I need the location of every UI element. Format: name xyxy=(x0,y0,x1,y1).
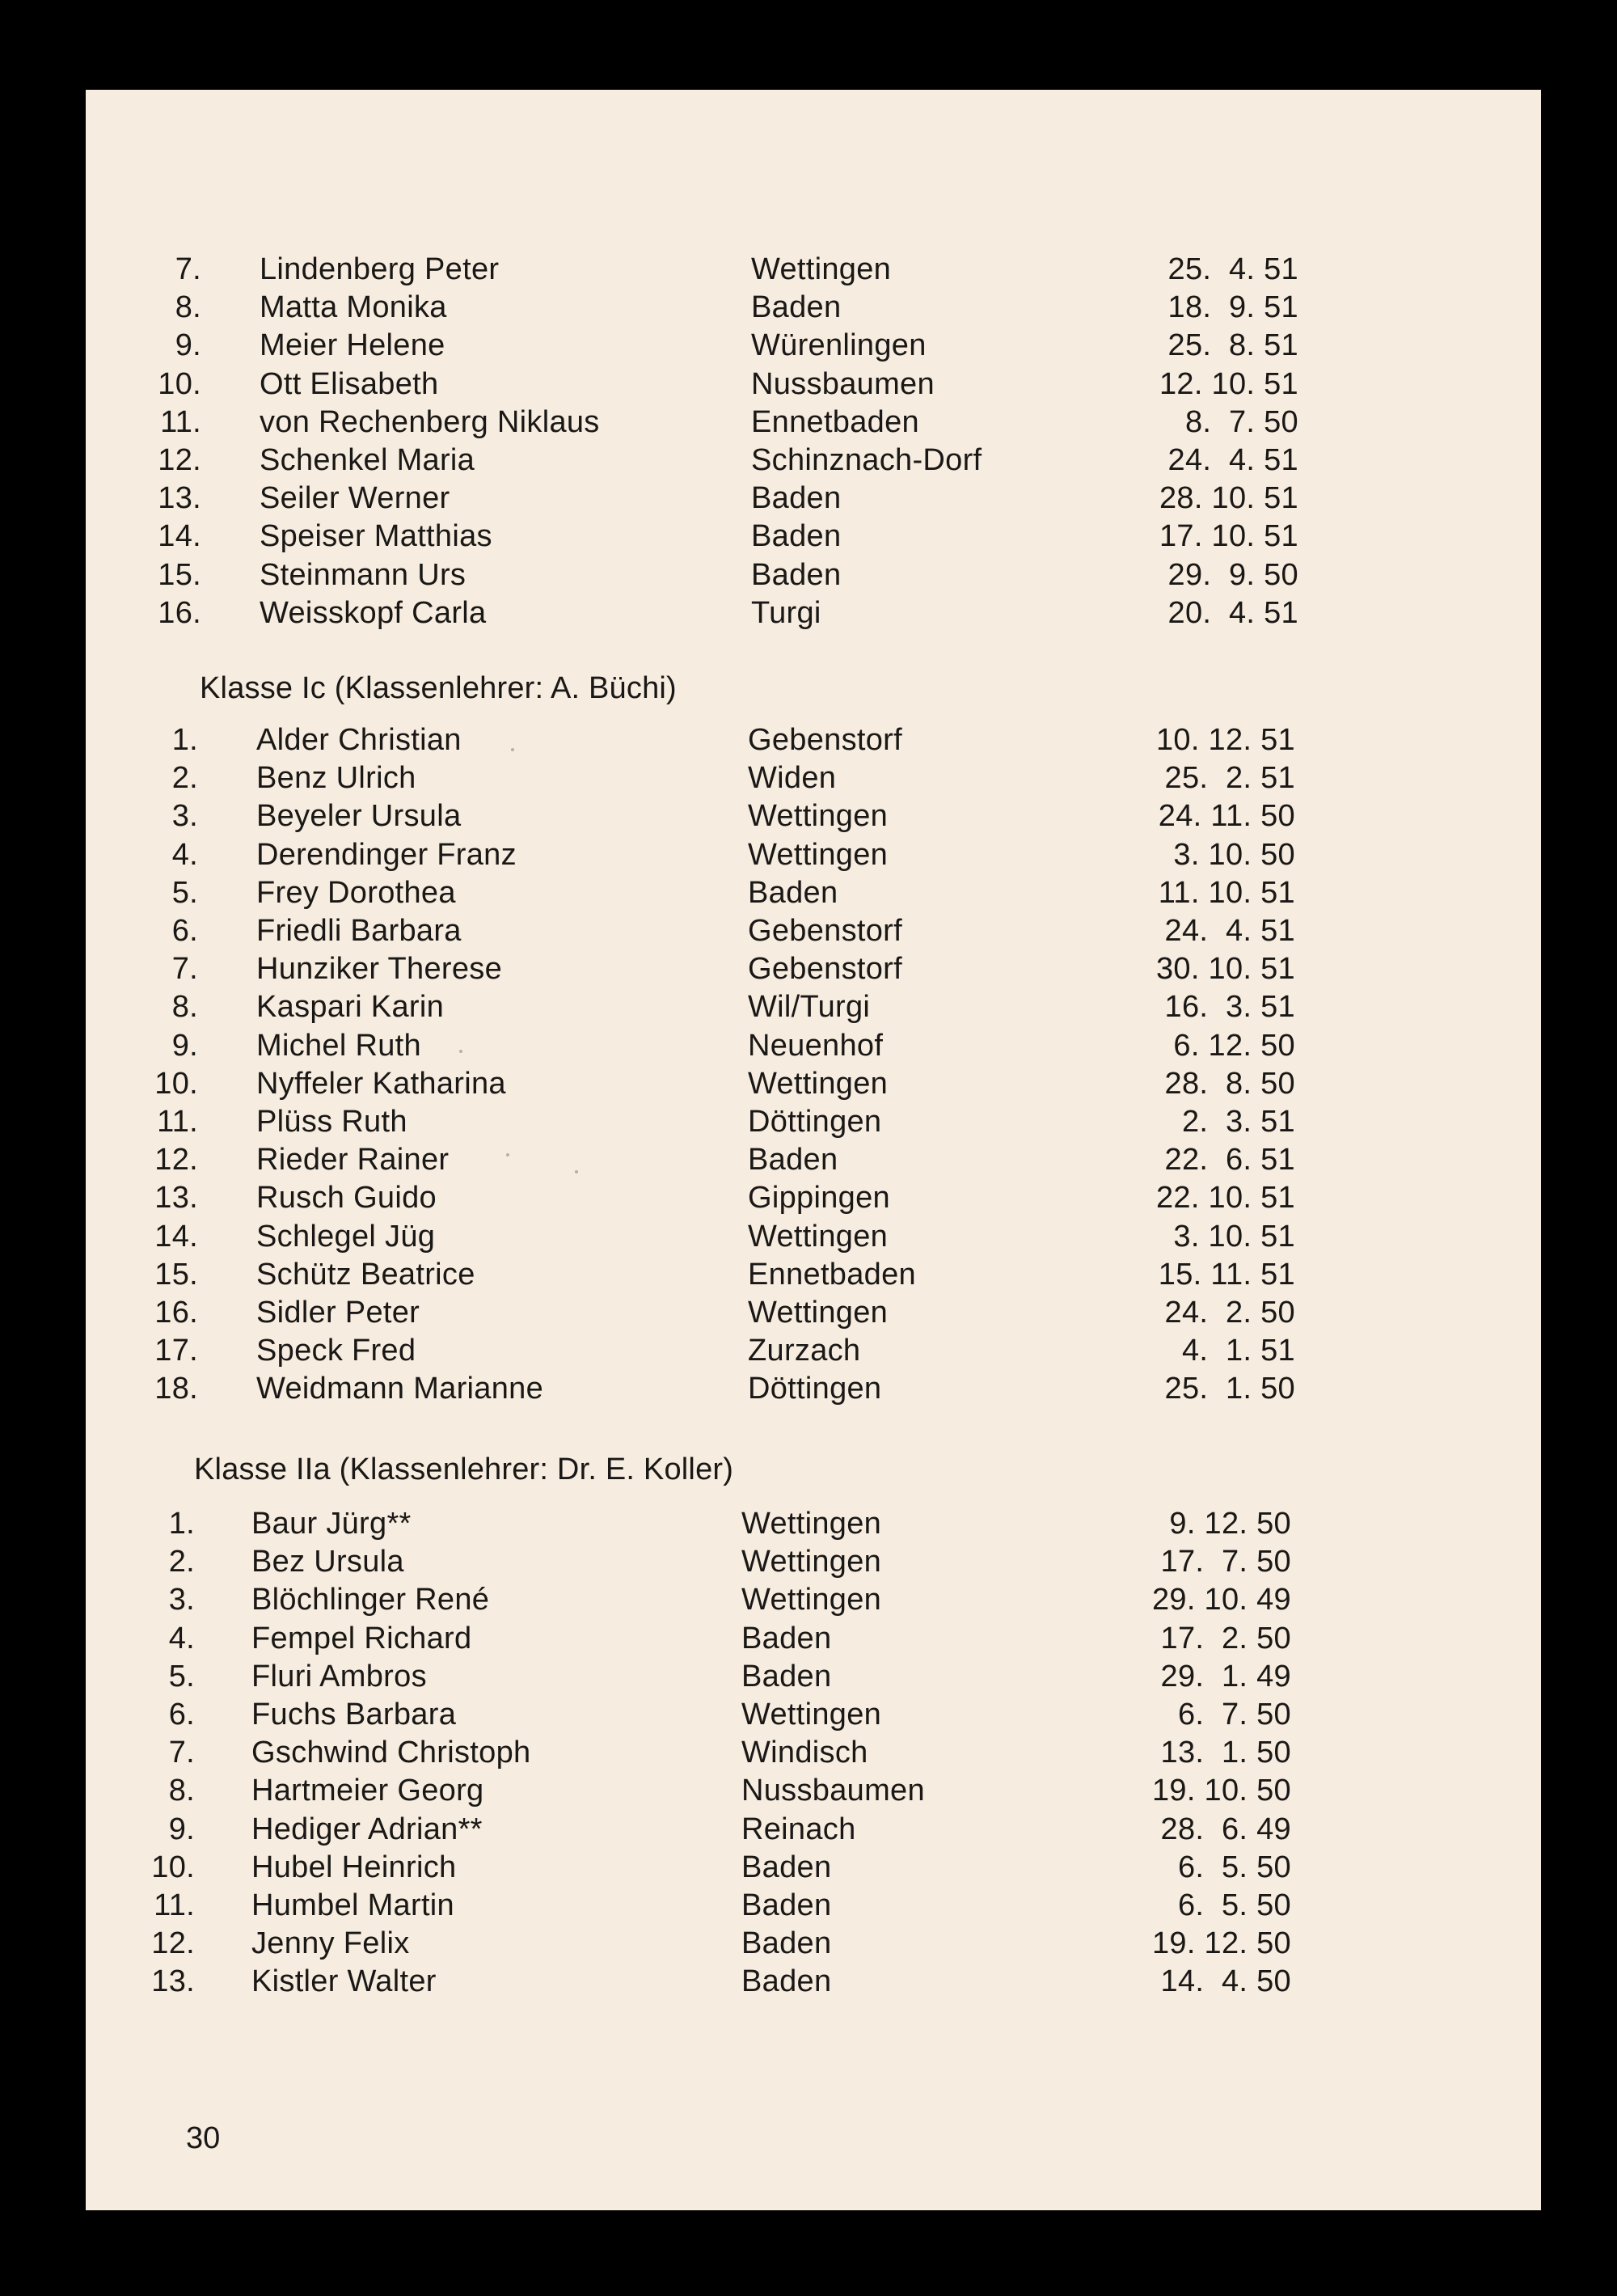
row-number: 9. xyxy=(168,1812,195,1846)
student-name: Hubel Heinrich xyxy=(251,1850,457,1884)
hometown: Wettingen xyxy=(741,1583,882,1617)
row-number: 8. xyxy=(171,990,198,1025)
birth-date: 30. 10. 51 xyxy=(1155,952,1295,987)
student-name: Rieder Rainer xyxy=(256,1143,450,1178)
birth-date: 19. 12. 50 xyxy=(1151,1926,1291,1961)
hometown: Turgi xyxy=(751,595,821,630)
birth-date: 25. 4. 51 xyxy=(1167,252,1298,286)
student-row xyxy=(86,1849,1541,1887)
student-name: Weidmann Marianne xyxy=(256,1372,544,1406)
birth-date: 25. 1. 50 xyxy=(1164,1372,1295,1406)
row-number: 9. xyxy=(175,328,201,363)
student-row xyxy=(86,1581,1541,1619)
student-name: Seiler Werner xyxy=(260,481,450,516)
hometown: Gebenstorf xyxy=(748,723,902,757)
birth-date: 4. 1. 51 xyxy=(1181,1334,1295,1368)
row-number: 14. xyxy=(158,519,201,554)
row-number: 16. xyxy=(154,1296,198,1330)
student-row xyxy=(86,912,1541,950)
student-row xyxy=(86,1963,1541,2001)
hometown: Baden xyxy=(751,557,842,592)
student-name: Schlegel Jüg xyxy=(256,1219,436,1254)
birth-date: 9. 12. 50 xyxy=(1169,1507,1291,1541)
student-name: Weisskopf Carla xyxy=(260,595,487,630)
student-name: Kaspari Karin xyxy=(256,990,445,1025)
student-row xyxy=(86,797,1541,835)
birth-date: 11. 10. 51 xyxy=(1158,875,1295,910)
row-number: 1. xyxy=(171,723,198,757)
birth-date: 2. 3. 51 xyxy=(1181,1105,1295,1139)
student-row xyxy=(86,404,1541,442)
student-name: Matta Monika xyxy=(260,290,447,325)
student-row xyxy=(86,327,1541,365)
row-number: 11. xyxy=(160,404,201,439)
student-row xyxy=(86,1370,1541,1408)
row-number: 13. xyxy=(151,1964,195,1999)
hometown: Gebenstorf xyxy=(748,952,902,987)
row-number: 12. xyxy=(158,443,201,477)
student-row xyxy=(86,442,1541,480)
birth-date: 29. 10. 49 xyxy=(1151,1583,1291,1617)
student-name: Hediger Adrian** xyxy=(251,1812,483,1846)
birth-date: 8. 7. 50 xyxy=(1184,404,1298,439)
birth-date: 24. 4. 51 xyxy=(1167,443,1298,477)
student-row xyxy=(86,289,1541,327)
student-name: Schütz Beatrice xyxy=(256,1257,475,1292)
student-name: Hartmeier Georg xyxy=(251,1774,484,1808)
student-name: Fluri Ambros xyxy=(251,1659,427,1693)
student-name: Nyffeler Katharina xyxy=(256,1066,506,1101)
hometown: Wil/Turgi xyxy=(748,990,871,1025)
student-row xyxy=(86,1218,1541,1256)
hometown: Gippingen xyxy=(748,1181,890,1216)
row-number: 11. xyxy=(157,1105,198,1139)
student-name: Meier Helene xyxy=(260,328,445,363)
birth-date: 24. 4. 51 xyxy=(1164,914,1295,948)
hometown: Windisch xyxy=(741,1736,868,1770)
student-row xyxy=(86,721,1541,759)
row-number: 16. xyxy=(158,595,201,630)
row-number: 4. xyxy=(171,837,198,872)
student-row xyxy=(86,1887,1541,1925)
student-row xyxy=(86,1027,1541,1065)
birth-date: 20. 4. 51 xyxy=(1167,595,1298,630)
birth-date: 19. 10. 50 xyxy=(1151,1774,1291,1808)
student-row xyxy=(86,836,1541,874)
row-number: 5. xyxy=(168,1659,195,1693)
birth-date: 14. 4. 50 xyxy=(1160,1964,1291,1999)
row-number: 10. xyxy=(154,1066,198,1101)
row-number: 13. xyxy=(154,1181,198,1216)
hometown: Wettingen xyxy=(751,252,892,286)
student-name: Michel Ruth xyxy=(256,1028,421,1063)
student-name: Humbel Martin xyxy=(251,1888,454,1922)
row-number: 12. xyxy=(154,1143,198,1178)
student-row xyxy=(86,950,1541,988)
row-number: 6. xyxy=(171,914,198,948)
student-name: Blöchlinger René xyxy=(251,1583,490,1617)
hometown: Nussbaumen xyxy=(751,366,935,401)
student-row xyxy=(86,1772,1541,1810)
student-row xyxy=(86,874,1541,912)
document-page xyxy=(86,90,1541,2210)
birth-date: 6. 5. 50 xyxy=(1177,1888,1291,1922)
student-name: Baur Jürg** xyxy=(251,1507,412,1541)
student-row xyxy=(86,1256,1541,1294)
birth-date: 16. 3. 51 xyxy=(1164,990,1295,1025)
row-number: 11. xyxy=(154,1888,195,1922)
row-number: 4. xyxy=(168,1621,195,1655)
hometown: Schinznach-Dorf xyxy=(751,443,982,477)
birth-date: 18. 9. 51 xyxy=(1167,290,1298,325)
student-row xyxy=(86,556,1541,594)
birth-date: 22. 6. 51 xyxy=(1164,1143,1295,1178)
row-number: 2. xyxy=(171,761,198,796)
row-number: 12. xyxy=(151,1926,195,1961)
hometown: Würenlingen xyxy=(751,328,927,363)
hometown: Ennetbaden xyxy=(751,404,919,439)
student-name: Speiser Matthias xyxy=(260,519,492,554)
birth-date: 17. 10. 51 xyxy=(1159,519,1298,554)
student-name: Gschwind Christoph xyxy=(251,1736,531,1770)
hometown: Widen xyxy=(748,761,837,796)
birth-date: 25. 2. 51 xyxy=(1164,761,1295,796)
class-heading: Klasse IIa (Klassenlehrer: Dr. E. Koller) xyxy=(194,1452,734,1486)
student-name: von Rechenberg Niklaus xyxy=(260,404,600,439)
hometown: Baden xyxy=(741,1659,832,1693)
row-number: 14. xyxy=(154,1219,198,1254)
hometown: Döttingen xyxy=(748,1105,882,1139)
birth-date: 6. 12. 50 xyxy=(1173,1028,1295,1063)
row-number: 3. xyxy=(168,1583,195,1617)
student-row xyxy=(86,518,1541,556)
birth-date: 28. 6. 49 xyxy=(1160,1812,1291,1846)
hometown: Wettingen xyxy=(748,837,889,872)
student-name: Lindenberg Peter xyxy=(260,252,500,286)
hometown: Baden xyxy=(748,1143,838,1178)
birth-date: 22. 10. 51 xyxy=(1155,1181,1295,1216)
student-row xyxy=(86,1811,1541,1849)
row-number: 15. xyxy=(154,1257,198,1292)
row-number: 8. xyxy=(175,290,201,325)
student-row xyxy=(86,988,1541,1026)
birth-date: 28. 10. 51 xyxy=(1159,481,1298,516)
birth-date: 29. 9. 50 xyxy=(1167,557,1298,592)
row-number: 7. xyxy=(168,1736,195,1770)
student-row xyxy=(86,1925,1541,1963)
row-number: 17. xyxy=(154,1334,198,1368)
row-number: 1. xyxy=(168,1507,195,1541)
student-name: Speck Fred xyxy=(256,1334,416,1368)
student-row xyxy=(86,594,1541,632)
hometown: Wettingen xyxy=(748,799,889,834)
birth-date: 3. 10. 50 xyxy=(1173,837,1295,872)
class-heading: Klasse Ic (Klassenlehrer: A. Büchi) xyxy=(200,671,677,705)
student-name: Plüss Ruth xyxy=(256,1105,407,1139)
page-number: 30 xyxy=(186,2121,221,2155)
student-row xyxy=(86,1658,1541,1696)
student-name: Schenkel Maria xyxy=(260,443,475,477)
birth-date: 24. 11. 50 xyxy=(1158,799,1295,834)
row-number: 6. xyxy=(168,1698,195,1732)
student-name: Derendinger Franz xyxy=(256,837,517,872)
row-number: 18. xyxy=(154,1372,198,1406)
student-name: Jenny Felix xyxy=(251,1926,410,1961)
birth-date: 29. 1. 49 xyxy=(1160,1659,1291,1693)
student-row xyxy=(86,759,1541,797)
hometown: Wettingen xyxy=(748,1066,889,1101)
hometown: Reinach xyxy=(741,1812,856,1846)
hometown: Baden xyxy=(741,1850,832,1884)
student-name: Fempel Richard xyxy=(251,1621,472,1655)
student-name: Steinmann Urs xyxy=(260,557,467,592)
hometown: Nussbaumen xyxy=(741,1774,925,1808)
birth-date: 12. 10. 51 xyxy=(1159,366,1298,401)
student-row xyxy=(86,251,1541,289)
student-name: Fuchs Barbara xyxy=(251,1698,457,1732)
student-name: Alder Christian xyxy=(256,723,462,757)
birth-date: 28. 8. 50 xyxy=(1164,1066,1295,1101)
student-row xyxy=(86,1505,1541,1543)
hometown: Baden xyxy=(751,481,842,516)
student-row xyxy=(86,1065,1541,1103)
hometown: Döttingen xyxy=(748,1372,882,1406)
hometown: Baden xyxy=(741,1964,832,1999)
hometown: Wettingen xyxy=(741,1698,882,1732)
row-number: 5. xyxy=(171,875,198,910)
student-row xyxy=(86,480,1541,518)
hometown: Baden xyxy=(748,875,838,910)
student-name: Sidler Peter xyxy=(256,1296,420,1330)
hometown: Gebenstorf xyxy=(748,914,902,948)
row-number: 7. xyxy=(175,252,201,286)
hometown: Ennetbaden xyxy=(748,1257,916,1292)
student-row xyxy=(86,1103,1541,1141)
student-name: Kistler Walter xyxy=(251,1964,437,1999)
student-row xyxy=(86,1179,1541,1217)
hometown: Baden xyxy=(751,519,842,554)
student-row xyxy=(86,1734,1541,1772)
student-name: Friedli Barbara xyxy=(256,914,462,948)
student-name: Ott Elisabeth xyxy=(260,366,439,401)
student-name: Beyeler Ursula xyxy=(256,799,462,834)
birth-date: 3. 10. 51 xyxy=(1173,1219,1295,1254)
student-row xyxy=(86,1543,1541,1581)
birth-date: 15. 11. 51 xyxy=(1158,1257,1295,1292)
student-name: Benz Ulrich xyxy=(256,761,416,796)
birth-date: 17. 7. 50 xyxy=(1160,1545,1291,1579)
student-row xyxy=(86,1294,1541,1332)
row-number: 2. xyxy=(168,1545,195,1579)
student-name: Rusch Guido xyxy=(256,1181,437,1216)
hometown: Baden xyxy=(741,1888,832,1922)
birth-date: 24. 2. 50 xyxy=(1164,1296,1295,1330)
row-number: 10. xyxy=(158,366,201,401)
hometown: Baden xyxy=(751,290,842,325)
row-number: 10. xyxy=(151,1850,195,1884)
birth-date: 13. 1. 50 xyxy=(1160,1736,1291,1770)
birth-date: 25. 8. 51 xyxy=(1167,328,1298,363)
hometown: Wettingen xyxy=(741,1545,882,1579)
student-row xyxy=(86,1696,1541,1734)
birth-date: 17. 2. 50 xyxy=(1160,1621,1291,1655)
student-row xyxy=(86,366,1541,404)
row-number: 8. xyxy=(168,1774,195,1808)
hometown: Baden xyxy=(741,1621,832,1655)
row-number: 15. xyxy=(158,557,201,592)
student-name: Hunziker Therese xyxy=(256,952,503,987)
hometown: Baden xyxy=(741,1926,832,1961)
student-name: Bez Ursula xyxy=(251,1545,404,1579)
row-number: 3. xyxy=(171,799,198,834)
hometown: Neuenhof xyxy=(748,1028,884,1063)
birth-date: 6. 5. 50 xyxy=(1177,1850,1291,1884)
hometown: Wettingen xyxy=(748,1296,889,1330)
student-row xyxy=(86,1332,1541,1370)
birth-date: 10. 12. 51 xyxy=(1155,723,1295,757)
row-number: 7. xyxy=(171,952,198,987)
hometown: Zurzach xyxy=(748,1334,861,1368)
hometown: Wettingen xyxy=(741,1507,882,1541)
row-number: 9. xyxy=(171,1028,198,1063)
hometown: Wettingen xyxy=(748,1219,889,1254)
student-row xyxy=(86,1620,1541,1658)
student-row xyxy=(86,1141,1541,1179)
birth-date: 6. 7. 50 xyxy=(1177,1698,1291,1732)
row-number: 13. xyxy=(158,481,201,516)
student-name: Frey Dorothea xyxy=(256,875,456,910)
